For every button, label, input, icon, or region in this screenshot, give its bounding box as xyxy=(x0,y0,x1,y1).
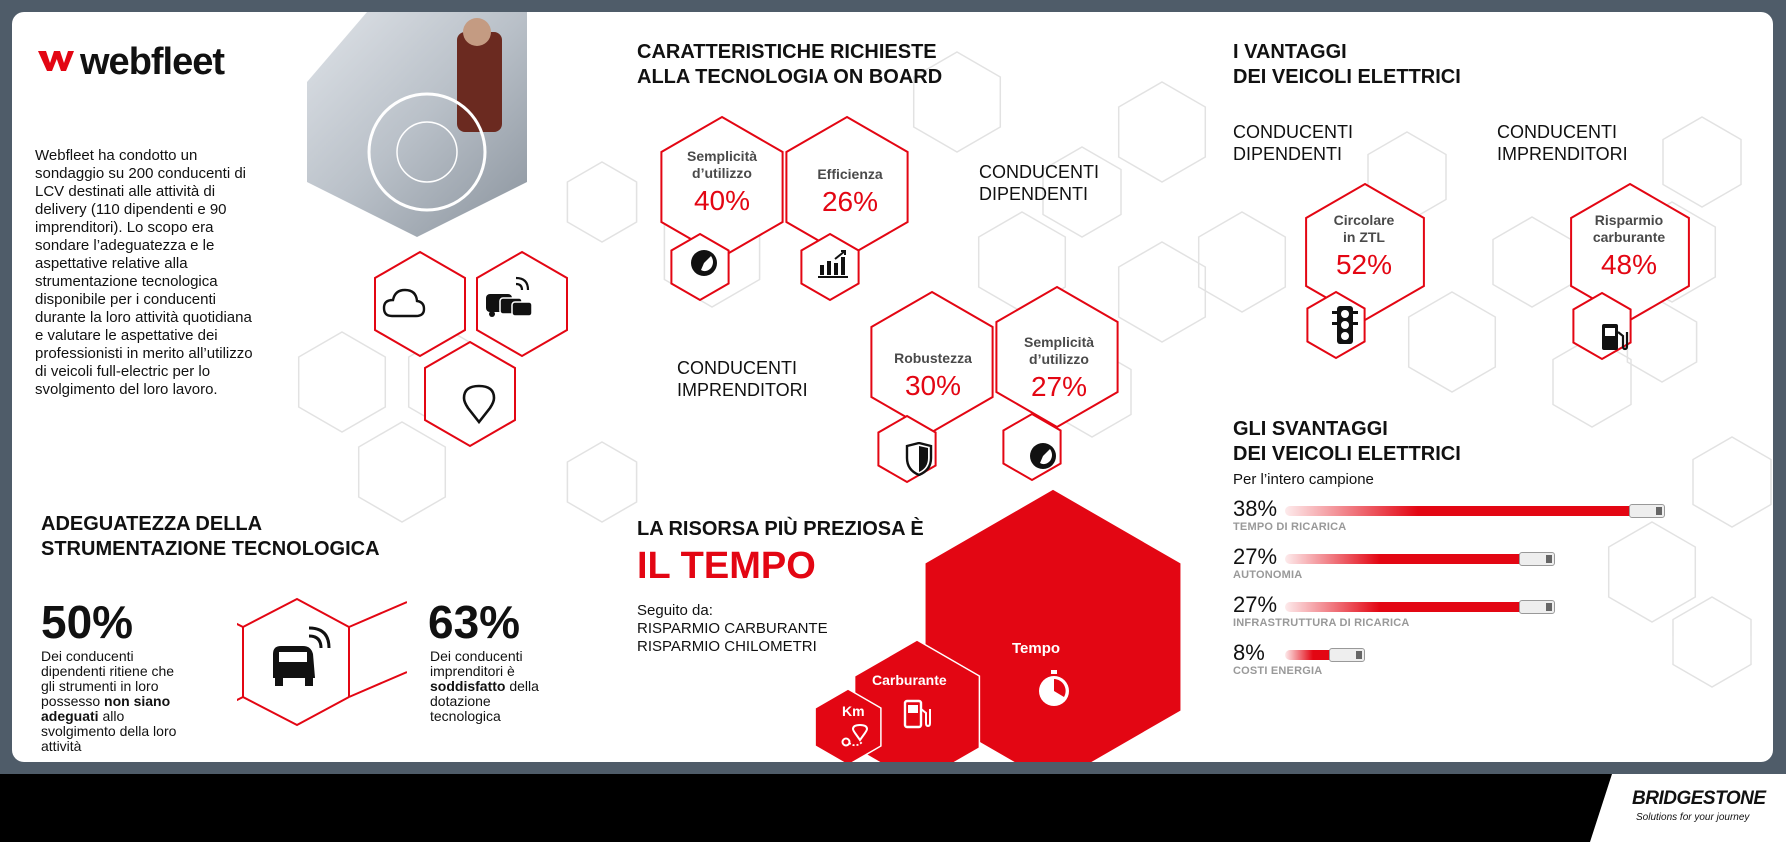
connected-van-icon xyxy=(267,624,337,694)
advantage-fuel-saving: Risparmio carburante 48% xyxy=(1592,212,1666,280)
background-hexagon xyxy=(1119,242,1206,342)
method-title: METODO DI RICERCA xyxy=(1222,715,1306,724)
feature-robustness-entrepreneurs: Robustezza 30% xyxy=(894,350,972,401)
hex-tempo-label: Tempo xyxy=(1012,640,1061,657)
charging-plug-icon xyxy=(1519,600,1555,614)
driver-photo xyxy=(307,12,537,242)
feature-ease-employees: Semplicità d’utilizzo 40% xyxy=(686,148,758,216)
hex-carburante-label: Carburante xyxy=(872,672,947,688)
disadvantage-bar xyxy=(1285,602,1555,612)
footer xyxy=(0,774,1786,842)
adequacy-entrepreneurs-text: Dei conducenti imprenditori è soddisfatto della dotazione tecnologica xyxy=(430,648,539,724)
background-hexagon xyxy=(567,162,636,242)
webfleet-logo-icon xyxy=(36,49,76,75)
disadvantage-row xyxy=(1233,641,1713,687)
disadvantage-percent: 27% xyxy=(1233,592,1278,617)
fleet-signal-icon xyxy=(484,274,536,320)
charging-plug-icon xyxy=(1519,552,1555,566)
bridgestone-logo: BRIDGESTONE xyxy=(1632,788,1766,809)
resource-highlight: IL TEMPO xyxy=(637,545,816,587)
background-hexagon xyxy=(1493,217,1571,307)
adequacy-employees-text: Dei conducenti dipendenti ritiene che gli strumenti in loro possesso non siano adeguati allo svolgimento della loro attività xyxy=(41,648,177,754)
charging-plug-icon xyxy=(1629,504,1665,518)
webfleet-logo xyxy=(36,42,224,82)
disadvantage-percent: 8% xyxy=(1233,640,1265,665)
fuel-pump-icon xyxy=(1599,320,1629,354)
advantages-col-employees: CONDUCENTI DIPENDENTI xyxy=(1233,122,1353,164)
adequacy-entrepreneurs-value: 63% xyxy=(428,596,521,648)
route-icon xyxy=(840,724,868,750)
features-title: CARATTERISTICHE RICHIESTE ALLA TECNOLOGIA ON BOARD xyxy=(637,41,943,88)
gauge-icon xyxy=(689,248,719,278)
disadvantage-percent: 27% xyxy=(1233,544,1278,569)
disadvantages-subtitle: Per l’intero campione xyxy=(1233,471,1374,488)
background-hexagon xyxy=(1119,82,1206,182)
features-entrepreneurs-label: CONDUCENTI IMPRENDITORI xyxy=(677,358,808,400)
background-hexagon xyxy=(567,442,636,522)
background-hexagon xyxy=(1663,117,1741,207)
disadvantage-bar xyxy=(1285,554,1555,564)
hex-km-label: Km xyxy=(842,703,865,719)
features-employees-label: CONDUCENTI DIPENDENTI xyxy=(979,162,1099,204)
webfleet-logo-text: webfleet xyxy=(80,41,225,83)
advantages-title: I VANTAGGI DEI VEICOLI ELETTRICI xyxy=(1233,41,1461,88)
traffic-light-icon xyxy=(1332,305,1358,345)
disadvantage-label: COSTI ENERGIA xyxy=(1233,665,1323,677)
stopwatch-icon xyxy=(1034,669,1074,709)
fuel-pump-icon xyxy=(902,697,932,731)
disadvantages-bars xyxy=(1233,497,1713,687)
shield-icon xyxy=(905,442,933,476)
intro-text: Webfleet ha condotto un sondaggio su 200 conducenti di LCV destinati alle attività di delivery (110 dipendenti e 90 imprenditori). Lo scopo era sondare l’adeguatezza e le aspettative relative alla strumentazione tecnologica disponibile per i conducenti durante la loro attività quotidiana e valutare le aspettative dei professionisti in merito all’utilizzo di veicoli full-electric per lo svolgimento del loro lavoro. xyxy=(35,147,253,398)
feature-efficiency-employees: Efficienza 26% xyxy=(817,166,883,217)
resource-followed-list: Seguito da: RISPARMIO CARBURANTE RISPARMIO CHILOMETRI xyxy=(637,602,828,655)
disadvantage-row xyxy=(1233,545,1713,591)
background-hexagon xyxy=(1409,292,1496,392)
infographic-card xyxy=(12,12,1773,762)
disadvantages-title: GLI SVANTAGGI DEI VEICOLI ELETTRICI xyxy=(1233,418,1461,465)
background-hexagon xyxy=(359,422,446,522)
resource-title: LA RISORSA PIÙ PREZIOSA È xyxy=(637,518,924,540)
disadvantage-row xyxy=(1233,593,1713,639)
method-text-2: Il sondaggio è stato condotto in collaborazione con Kaos Marketing. Le interviste si sono svolte principalmente a Milano, in area urbana, e in quota minore, on line presso Gruppi di driver in target. xyxy=(1502,730,1770,757)
disadvantage-percent: 38% xyxy=(1233,496,1278,521)
disadvantage-bar xyxy=(1285,506,1665,516)
disadvantage-label: INFRASTRUTTURA DI RICARICA xyxy=(1233,617,1410,629)
disadvantage-label: TEMPO DI RICARICA xyxy=(1233,521,1347,533)
bridgestone-tagline: Solutions for your journey xyxy=(1636,812,1750,823)
adequacy-employees-value: 50% xyxy=(41,596,134,648)
gauge-icon xyxy=(1028,441,1058,471)
adequacy-title: ADEGUATEZZA DELLA STRUMENTAZIONE TECNOLOGICA xyxy=(41,513,380,560)
advantages-col-entrepreneurs: CONDUCENTI IMPRENDITORI xyxy=(1497,122,1628,164)
growth-chart-icon xyxy=(817,249,849,279)
background-hexagon xyxy=(299,332,386,432)
charging-plug-icon xyxy=(1329,648,1365,662)
cloud-icon xyxy=(382,286,426,320)
location-pin-icon xyxy=(462,384,496,424)
research-method xyxy=(1209,705,1774,773)
advantage-ztl: Circolare in ZTL 52% xyxy=(1333,212,1395,280)
disadvantage-row xyxy=(1233,497,1713,543)
background-hexagon xyxy=(1199,212,1286,312)
method-text-1: Le statistiche utilizzate in questa infografica derivano da un’indagine svolta a febbraio e marzo 2023 su 200 driver di LCV destinati alle attività di delivery. xyxy=(1222,730,1476,748)
feature-ease-entrepreneurs: Semplicità d’utilizzo 27% xyxy=(1023,334,1095,402)
disadvantage-label: AUTONOMIA xyxy=(1233,569,1303,581)
